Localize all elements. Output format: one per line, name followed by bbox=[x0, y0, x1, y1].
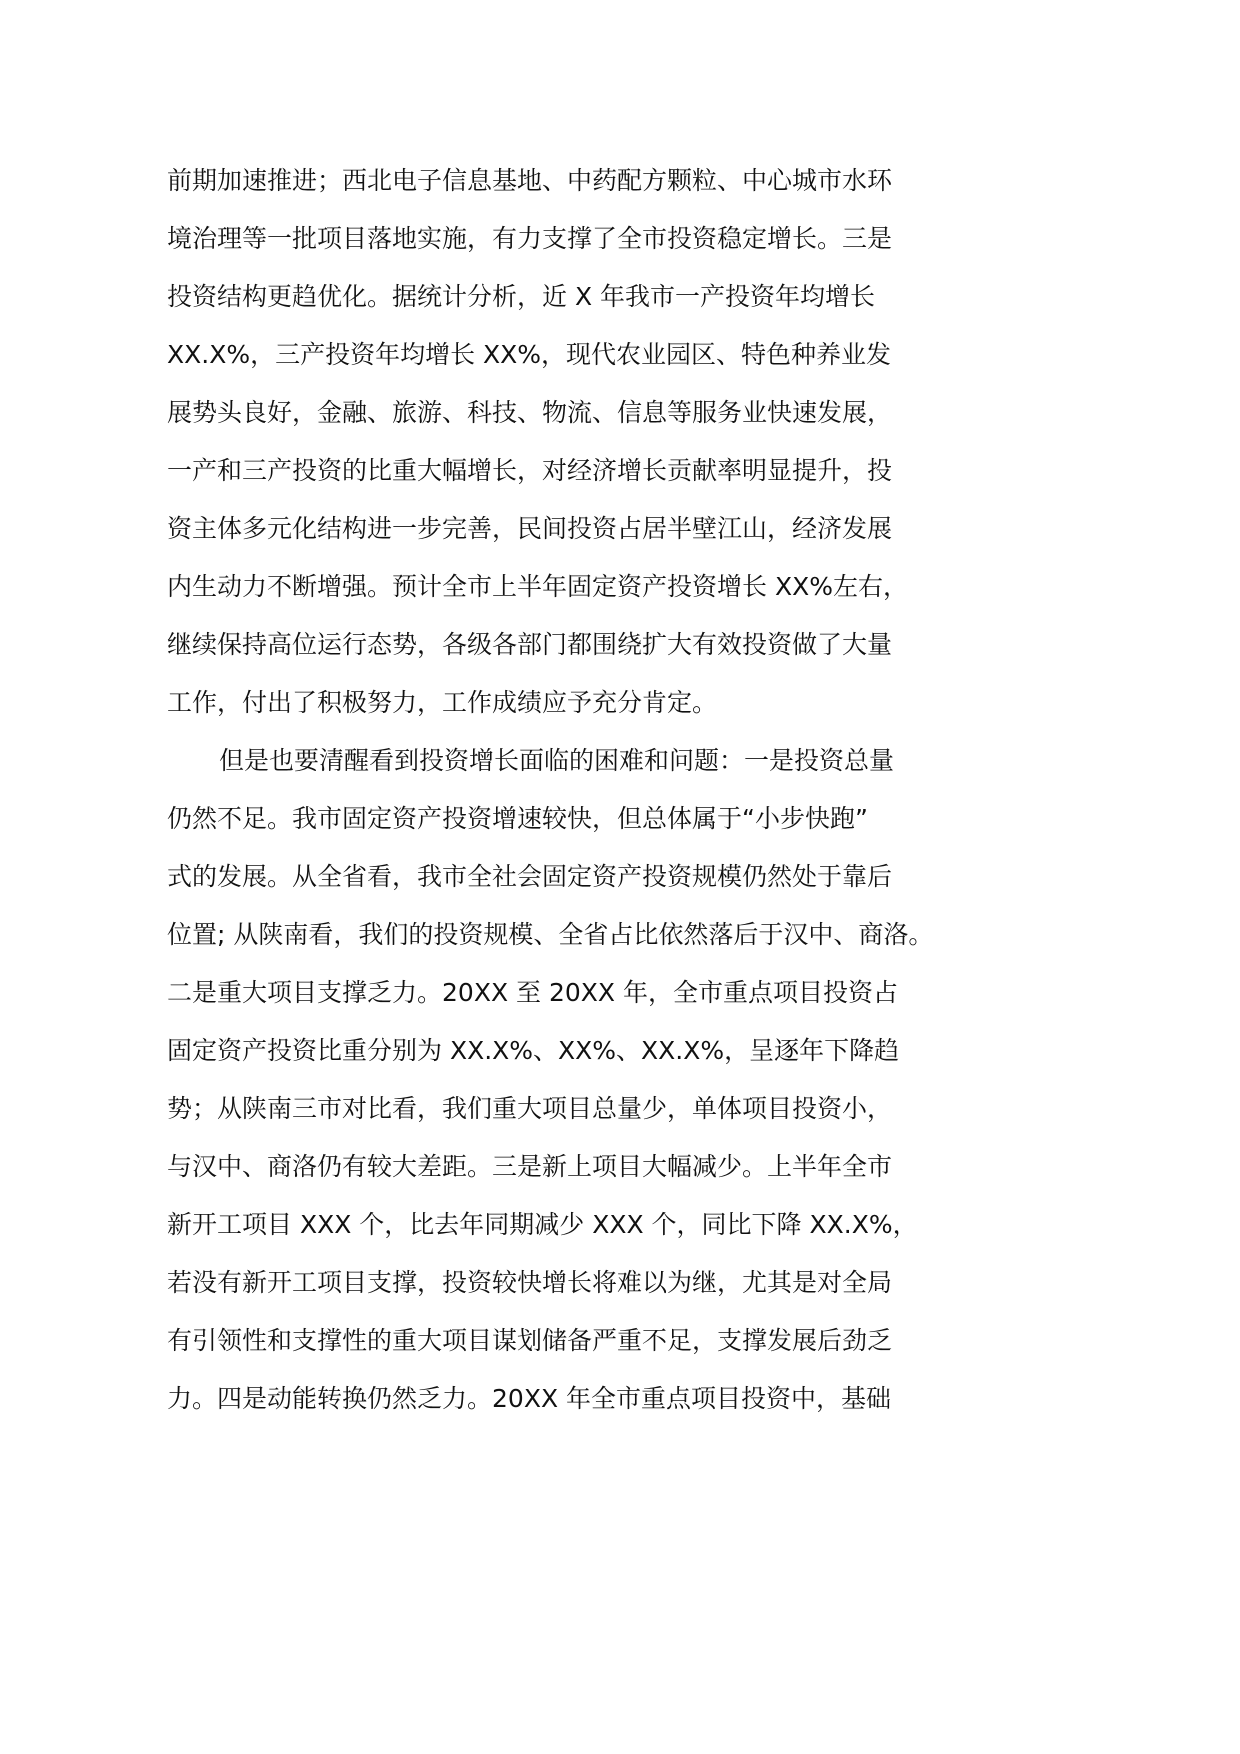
text-line: 新开工项目 XXX 个，比去年同期减少 XXX 个，同比下降 XX.X%， bbox=[167, 1210, 918, 1239]
text-line: 有引领性和支撑性的重大项目谋划储备严重不足，支撑发展后劲乏 bbox=[167, 1326, 893, 1355]
text-line: 投资结构更趋优化。据统计分析，近 X 年我市一产投资年均增长 bbox=[167, 282, 876, 311]
paragraph-2 bbox=[167, 732, 947, 1428]
paragraph-1 bbox=[167, 152, 947, 732]
text-line: 势；从陕南三市对比看，我们重大项目总量少，单体项目投资小， bbox=[167, 1094, 893, 1123]
text-line-indented: 但是也要清醒看到投资增长面临的困难和问题：一是投资总量 bbox=[219, 746, 895, 775]
text-line: 与汉中、商洛仍有较大差距。三是新上项目大幅减少。上半年全市 bbox=[167, 1152, 893, 1181]
text-line: 二是重大项目支撑乏力。20XX 至 20XX 年，全市重点项目投资占 bbox=[167, 978, 898, 1007]
text-line: 仍然不足。我市固定资产投资增速较快，但总体属于“小步快跑” bbox=[167, 804, 868, 833]
text-line: XX.X%，三产投资年均增长 XX%，现代农业园区、特色种养业发 bbox=[167, 340, 892, 369]
text-line: 若没有新开工项目支撑，投资较快增长将难以为继，尤其是对全局 bbox=[167, 1268, 893, 1297]
text-line: 展势头良好，金融、旅游、科技、物流、信息等服务业快速发展， bbox=[167, 398, 893, 427]
text-line: 位置; 从陕南看，我们的投资规模、全省占比依然落后于汉中、商洛。 bbox=[167, 920, 934, 949]
text-line: 固定资产投资比重分别为 XX.X%、XX%、XX.X%，呈逐年下降趋 bbox=[167, 1036, 900, 1065]
text-line: 境治理等一批项目落地实施，有力支撑了全市投资稳定增长。三是 bbox=[167, 224, 893, 253]
body-text bbox=[167, 152, 947, 1428]
text-line: 工作，付出了积极努力，工作成绩应予充分肯定。 bbox=[167, 688, 718, 717]
text-line: 资主体多元化结构进一步完善，民间投资占居半壁江山，经济发展 bbox=[167, 514, 893, 543]
text-line: 前期加速推进；西北电子信息基地、中药配方颗粒、中心城市水环 bbox=[167, 166, 893, 195]
text-line: 力。四是动能转换仍然乏力。20XX 年全市重点项目投资中，基础 bbox=[167, 1384, 892, 1413]
text-line: 一产和三产投资的比重大幅增长，对经济增长贡献率明显提升，投 bbox=[167, 456, 893, 485]
text-line: 内生动力不断增强。预计全市上半年固定资产投资增长 XX%左右， bbox=[167, 572, 908, 601]
text-line: 式的发展。从全省看，我市全社会固定资产投资规模仍然处于靠后 bbox=[167, 862, 893, 891]
text-line: 继续保持高位运行态势，各级各部门都围绕扩大有效投资做了大量 bbox=[167, 630, 893, 659]
